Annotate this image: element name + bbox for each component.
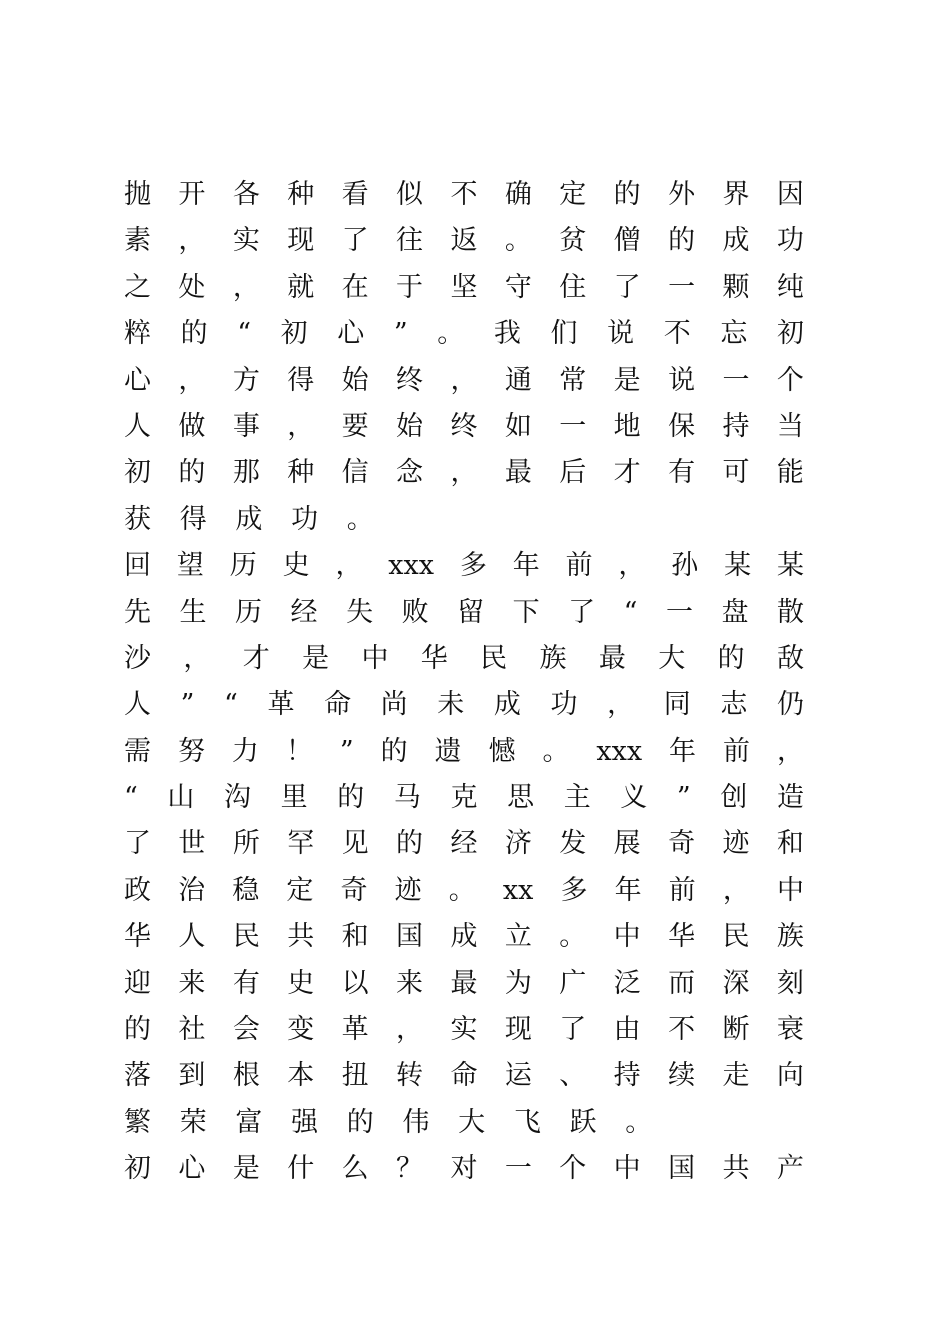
- text-char: 僧: [613, 225, 641, 257]
- text-char: 落: [124, 1060, 151, 1092]
- text-char: 初: [776, 318, 804, 350]
- text-char: 的: [346, 1106, 374, 1138]
- text-char: xxx: [596, 735, 643, 767]
- text-char: 素: [124, 225, 151, 257]
- text-char: 中: [776, 874, 804, 906]
- text-char: 来: [396, 967, 424, 999]
- text-char: 马: [393, 782, 421, 814]
- text-char: 坚: [450, 271, 478, 303]
- text-char: 奇: [340, 874, 368, 906]
- text-char: 人: [124, 689, 151, 721]
- text-char: 返: [450, 225, 478, 257]
- text-char: 得: [179, 503, 207, 535]
- text-char: 个: [776, 364, 804, 396]
- text-char: ，: [607, 689, 635, 721]
- text-char: 迹: [722, 828, 750, 860]
- text-char: 什: [287, 1153, 315, 1185]
- text-char: 在: [341, 271, 369, 303]
- text-char: 未: [437, 689, 465, 721]
- text-char: 遗: [434, 735, 462, 767]
- text-char: 的: [717, 642, 745, 674]
- text-char: 史: [287, 967, 315, 999]
- text-char: 迎: [124, 967, 151, 999]
- text-char: 持: [613, 1060, 641, 1092]
- text-char: 处: [178, 271, 206, 303]
- text-char: 了: [613, 271, 641, 303]
- text-char: 。: [559, 921, 587, 953]
- text-char: 人: [124, 410, 151, 442]
- text-line: [124, 358, 804, 404]
- text-char: 忘: [720, 318, 748, 350]
- text-char: ，: [178, 225, 206, 257]
- text-char: 衰: [776, 1014, 804, 1046]
- text-char: 才: [242, 642, 270, 674]
- text-char: 有: [232, 967, 260, 999]
- text-char: 各: [232, 179, 260, 210]
- text-char: 的: [178, 457, 206, 489]
- text-char: 而: [668, 967, 696, 999]
- text-line: [124, 868, 804, 914]
- text-char: 先: [124, 596, 151, 628]
- text-char: 以: [341, 967, 369, 999]
- text-char: 定: [559, 179, 587, 210]
- text-char: 人: [178, 921, 206, 953]
- text-char: ！: [285, 735, 313, 767]
- text-char: 向: [776, 1060, 804, 1092]
- text-char: 迹: [394, 874, 422, 906]
- text-char: xx: [502, 874, 534, 906]
- text-char: 那: [232, 457, 260, 489]
- text-char: 泛: [613, 967, 641, 999]
- text-char: 变: [287, 1014, 315, 1046]
- text-char: 和: [776, 828, 804, 860]
- text-char: 当: [776, 410, 804, 442]
- text-char: 某: [724, 550, 752, 582]
- text-char: 成: [493, 689, 521, 721]
- text-char: 的: [337, 782, 365, 814]
- text-char: 现: [287, 225, 315, 257]
- text-char: 和: [341, 921, 369, 953]
- text-char: 运: [504, 1060, 532, 1092]
- text-char: 的: [613, 179, 641, 210]
- text-char: 富: [235, 1106, 263, 1138]
- text-char: ，: [776, 735, 804, 767]
- text-char: 产: [776, 1153, 804, 1185]
- text-char: 种: [287, 179, 315, 210]
- text-char: 志: [720, 689, 748, 721]
- text-char: 。: [625, 1106, 653, 1138]
- text-char: 一: [665, 596, 693, 628]
- text-char: 最: [450, 967, 478, 999]
- text-char: 命: [450, 1060, 478, 1092]
- text-char: 力: [231, 735, 259, 767]
- text-char: 初: [124, 457, 151, 489]
- text-char: 生: [179, 596, 207, 628]
- text-char: ，: [335, 550, 363, 582]
- text-char: 孙: [671, 550, 699, 582]
- text-char: 克: [450, 782, 478, 814]
- text-char: 努: [177, 735, 205, 767]
- text-char: 发: [559, 828, 587, 860]
- text-char: 繁: [124, 1106, 151, 1138]
- text-char: ，: [396, 1014, 424, 1046]
- text-char: 们: [550, 318, 578, 350]
- text-char: 思: [507, 782, 535, 814]
- text-char: 终: [396, 364, 424, 396]
- text-char: 见: [341, 828, 369, 860]
- text-line: [124, 218, 804, 264]
- text-char: ”: [180, 689, 195, 721]
- text-char: 革: [341, 1014, 369, 1046]
- text-char: 失: [346, 596, 374, 628]
- text-char: 个: [559, 1153, 587, 1185]
- text-char: 常: [559, 364, 587, 396]
- text-line: [124, 682, 804, 728]
- text-char: 中: [613, 1153, 641, 1185]
- text-char: 初: [124, 1153, 151, 1185]
- text-line: [124, 1053, 804, 1099]
- text-char: 扭: [341, 1060, 369, 1092]
- text-char: 盘: [721, 596, 749, 628]
- text-char: 是: [613, 364, 641, 396]
- text-char: 造: [776, 782, 804, 814]
- text-char: 守: [504, 271, 532, 303]
- text-char: ，: [183, 642, 211, 674]
- text-char: ，: [232, 271, 260, 303]
- text-line: [124, 636, 804, 682]
- text-char: 到: [178, 1060, 206, 1092]
- text-char: 的: [124, 1014, 151, 1046]
- text-char: 。: [504, 225, 532, 257]
- text-char: 。: [437, 318, 465, 350]
- text-char: 稳: [232, 874, 260, 906]
- text-char: 不: [663, 318, 691, 350]
- text-char: 定: [286, 874, 314, 906]
- text-char: 心: [337, 318, 365, 350]
- text-char: 会: [232, 1014, 260, 1046]
- text-char: ，: [722, 874, 750, 906]
- text-char: 地: [613, 410, 641, 442]
- text-char: 华: [124, 921, 151, 953]
- text-char: 义: [620, 782, 648, 814]
- text-char: 看: [341, 179, 369, 210]
- text-char: 成: [235, 503, 263, 535]
- text-char: 来: [178, 967, 206, 999]
- text-char: 民: [480, 642, 508, 674]
- text-char: 才: [613, 457, 641, 489]
- text-char: 政: [124, 874, 151, 906]
- text-char: 主: [563, 782, 591, 814]
- text-char: 民: [722, 921, 750, 953]
- text-char: 世: [178, 828, 206, 860]
- text-char: 的: [396, 828, 424, 860]
- text-char: 年: [614, 874, 642, 906]
- text-line: [124, 497, 804, 543]
- text-char: 一: [668, 271, 696, 303]
- text-char: 实: [450, 1014, 478, 1046]
- text-char: 。: [542, 735, 570, 767]
- text-char: 尚: [380, 689, 408, 721]
- text-char: 做: [178, 410, 206, 442]
- text-char: ，: [287, 410, 315, 442]
- text-char: 之: [124, 271, 151, 303]
- text-char: 于: [396, 271, 424, 303]
- text-char: 走: [722, 1060, 750, 1092]
- text-char: 终: [450, 410, 478, 442]
- text-char: 外: [668, 179, 696, 210]
- text-char: 多: [459, 550, 487, 582]
- text-char: 伟: [402, 1106, 430, 1138]
- text-char: 就: [287, 271, 315, 303]
- text-char: 回: [124, 550, 151, 582]
- text-char: 荣: [179, 1106, 207, 1138]
- text-char: 大: [458, 1106, 486, 1138]
- text-char: 始: [396, 410, 424, 442]
- text-char: 开: [178, 179, 206, 210]
- text-char: 深: [722, 967, 750, 999]
- text-char: 社: [178, 1014, 206, 1046]
- text-char: 济: [504, 828, 532, 860]
- text-char: 功: [776, 225, 804, 257]
- text-char: 种: [287, 457, 315, 489]
- text-char: ，: [450, 364, 478, 396]
- text-char: 信: [341, 457, 369, 489]
- text-line: [124, 543, 804, 589]
- text-char: 往: [396, 225, 424, 257]
- text-char: 了: [559, 1014, 587, 1046]
- text-char: 对: [450, 1153, 478, 1185]
- text-char: ”: [676, 782, 691, 814]
- text-char: 中: [613, 921, 641, 953]
- text-line: [124, 961, 804, 1007]
- text-char: 创: [720, 782, 748, 814]
- text-char: 界: [722, 179, 750, 210]
- text-line: [124, 450, 804, 496]
- text-char: 初: [280, 318, 308, 350]
- text-char: 心: [124, 364, 151, 396]
- text-line: [124, 1007, 804, 1053]
- text-char: 沟: [224, 782, 252, 814]
- text-char: 经: [290, 596, 318, 628]
- document-body-text: [124, 172, 804, 1193]
- text-char: 不: [450, 179, 478, 210]
- text-char: 要: [341, 410, 369, 442]
- text-char: 立: [504, 921, 532, 953]
- text-char: 事: [232, 410, 260, 442]
- text-char: ”: [393, 318, 408, 350]
- text-line: [124, 265, 804, 311]
- text-char: 可: [722, 457, 750, 489]
- text-char: 所: [232, 828, 260, 860]
- text-char: 保: [668, 410, 696, 442]
- text-char: 飞: [513, 1106, 541, 1138]
- text-char: 憾: [488, 735, 516, 767]
- text-char: 山: [167, 782, 195, 814]
- text-char: 本: [287, 1060, 315, 1092]
- text-char: 的: [180, 318, 208, 350]
- text-line: [124, 404, 804, 450]
- text-char: 能: [776, 457, 804, 489]
- text-char: 族: [776, 921, 804, 953]
- text-char: 某: [777, 550, 804, 582]
- text-char: 罕: [287, 828, 315, 860]
- text-char: 的: [668, 225, 696, 257]
- text-char: 留: [457, 596, 485, 628]
- text-char: 现: [504, 1014, 532, 1046]
- text-char: 一: [559, 410, 587, 442]
- text-char: 。: [448, 874, 476, 906]
- text-line: [124, 775, 804, 821]
- text-char: 通: [504, 364, 532, 396]
- text-line: [124, 590, 804, 636]
- text-char: 念: [396, 457, 424, 489]
- text-char: 下: [512, 596, 540, 628]
- text-char: ”: [339, 735, 354, 767]
- text-char: 因: [776, 179, 804, 210]
- text-char: 国: [668, 1153, 696, 1185]
- text-char: 大: [658, 642, 686, 674]
- text-char: 最: [504, 457, 532, 489]
- text-char: 前: [668, 874, 696, 906]
- text-line: [124, 172, 804, 218]
- text-char: 。: [346, 503, 374, 535]
- text-char: 功: [550, 689, 578, 721]
- text-char: 由: [613, 1014, 641, 1046]
- text-char: 革: [267, 689, 295, 721]
- text-char: “: [124, 782, 138, 814]
- text-char: 望: [176, 550, 204, 582]
- text-char: 我: [493, 318, 521, 350]
- text-char: ？: [396, 1153, 424, 1185]
- text-char: 需: [124, 735, 151, 767]
- text-line: [124, 729, 804, 775]
- text-char: 确: [504, 179, 532, 210]
- text-char: 的: [380, 735, 408, 767]
- text-char: 似: [396, 179, 424, 210]
- text-char: ，: [450, 457, 478, 489]
- text-char: 散: [777, 596, 804, 628]
- text-char: 跃: [569, 1106, 597, 1138]
- text-char: xxx: [388, 550, 434, 582]
- text-char: 方: [232, 364, 260, 396]
- text-char: 敌: [776, 642, 804, 674]
- text-char: 一: [504, 1153, 532, 1185]
- text-line: [124, 1146, 804, 1192]
- text-char: 得: [287, 364, 315, 396]
- text-char: 抛: [124, 179, 151, 210]
- text-char: 共: [287, 921, 315, 953]
- text-char: 民: [232, 921, 260, 953]
- text-char: 功: [291, 503, 319, 535]
- text-char: 住: [559, 271, 587, 303]
- text-char: “: [237, 318, 252, 350]
- text-char: 历: [229, 550, 257, 582]
- text-char: 成: [722, 225, 750, 257]
- text-char: ，: [178, 364, 206, 396]
- text-char: 广: [559, 967, 587, 999]
- text-char: 是: [302, 642, 330, 674]
- text-char: 么: [341, 1153, 369, 1185]
- text-char: 奇: [668, 828, 696, 860]
- text-char: 了: [124, 828, 151, 860]
- text-char: 粹: [124, 318, 151, 350]
- text-char: 一: [722, 364, 750, 396]
- text-char: 有: [668, 457, 696, 489]
- text-char: 说: [668, 364, 696, 396]
- text-char: 根: [232, 1060, 260, 1092]
- text-char: 多: [560, 874, 588, 906]
- text-char: 颗: [722, 271, 750, 303]
- text-char: 获: [124, 503, 151, 535]
- text-char: 沙: [124, 642, 151, 674]
- text-char: 年: [512, 550, 540, 582]
- text-line: [124, 914, 804, 960]
- text-char: 经: [450, 828, 478, 860]
- text-char: “: [224, 689, 238, 721]
- text-char: 转: [396, 1060, 424, 1092]
- text-line: [124, 311, 804, 357]
- text-char: 刻: [776, 967, 804, 999]
- text-char: 、: [559, 1060, 587, 1092]
- text-char: 里: [280, 782, 308, 814]
- text-char: 强: [291, 1106, 319, 1138]
- text-char: 续: [668, 1060, 696, 1092]
- text-char: 华: [420, 642, 448, 674]
- text-char: 命: [324, 689, 352, 721]
- text-char: ，: [618, 550, 646, 582]
- text-char: 史: [282, 550, 310, 582]
- text-line: [124, 821, 804, 867]
- text-char: 前: [722, 735, 750, 767]
- text-char: 了: [341, 225, 369, 257]
- text-char: 同: [663, 689, 691, 721]
- text-char: 始: [341, 364, 369, 396]
- text-char: 年: [669, 735, 697, 767]
- text-char: 华: [668, 921, 696, 953]
- text-char: 如: [504, 410, 532, 442]
- text-char: 心: [178, 1153, 206, 1185]
- text-char: 前: [565, 550, 593, 582]
- text-char: 是: [232, 1153, 260, 1185]
- text-char: 说: [607, 318, 635, 350]
- text-char: 共: [722, 1153, 750, 1185]
- text-char: “: [623, 596, 638, 628]
- text-char: 实: [232, 225, 260, 257]
- text-line: [124, 1100, 804, 1146]
- text-char: 为: [504, 967, 532, 999]
- text-char: 展: [613, 828, 641, 860]
- text-char: 历: [235, 596, 263, 628]
- text-char: 贫: [559, 225, 587, 257]
- text-char: 国: [396, 921, 424, 953]
- text-char: 败: [401, 596, 429, 628]
- text-char: 了: [568, 596, 596, 628]
- text-char: 不: [668, 1014, 696, 1046]
- text-char: 族: [539, 642, 567, 674]
- text-char: 持: [722, 410, 750, 442]
- text-char: 仍: [776, 689, 804, 721]
- text-char: 断: [722, 1014, 750, 1046]
- text-char: 中: [361, 642, 389, 674]
- text-char: 后: [559, 457, 587, 489]
- text-char: 纯: [776, 271, 804, 303]
- text-char: 最: [598, 642, 626, 674]
- text-char: 治: [178, 874, 206, 906]
- text-char: 成: [450, 921, 478, 953]
